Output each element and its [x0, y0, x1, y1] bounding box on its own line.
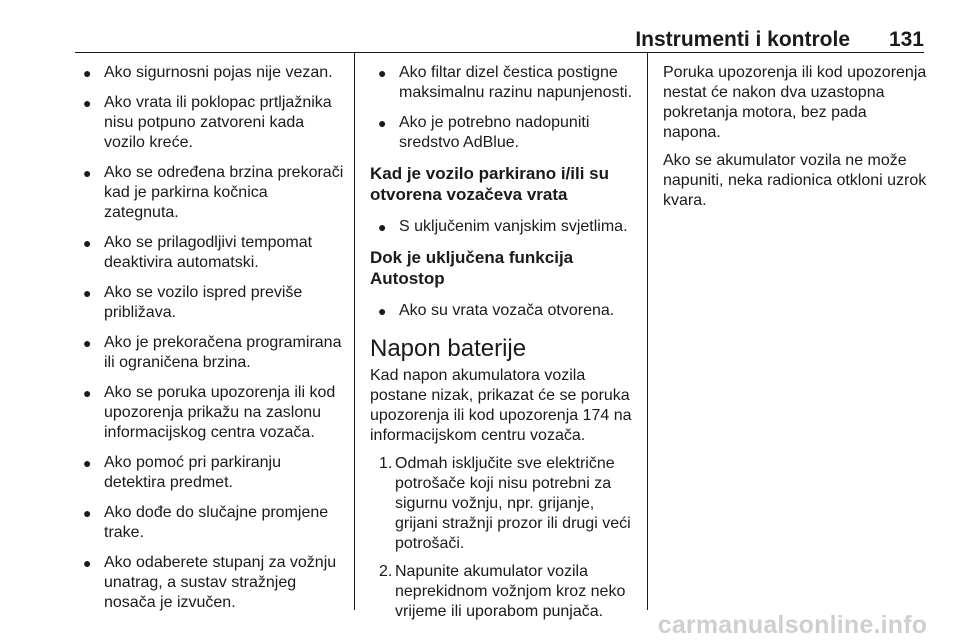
list-item: ● S uključenim vanjskim svjetlima. — [378, 218, 628, 235]
continued-conditions-list — [370, 63, 634, 153]
list-item: 1. Odmah isključite sve električne potrošače koji nisu potrebni za sigurnu vožnju, npr. grijanje, grijani stražnji prozor ili drugi veći potrošači. — [379, 455, 631, 552]
list-item: ● Ako se određena brzina prekorači kad je parkirna kočnica zategnuta. — [83, 164, 344, 221]
parked-conditions-list — [370, 217, 634, 237]
list-item: ● Ako se poruka upozorenja ili kod upozorenja prikažu na zaslonu informacijskog centra vozača. — [83, 384, 336, 441]
column-divider-1 — [354, 53, 355, 610]
bullet-icon: ● — [378, 219, 387, 235]
step-number: 2. — [379, 563, 393, 580]
list-item: ● Ako vrata ili poklopac prtljažnika nisu potpuno zatvoreni kada vozilo kreće. — [83, 94, 332, 151]
page-header-title: Instrumenti i kontrole — [635, 28, 850, 51]
bullet-icon: ● — [83, 165, 92, 181]
list-item: ● Ako pomoć pri parkiranju detektira predmet. — [83, 454, 281, 491]
list-item: ● Ako je prekoračena programirana ili ograničena brzina. — [83, 334, 342, 371]
bullet-icon: ● — [83, 555, 92, 571]
heading-autostop: Dok je uključena funkcija Autostop — [370, 248, 574, 288]
step-number: 1. — [379, 455, 393, 472]
section-intro: Kad napon akumulatora vozila postane nizak, prikazat će se poruka upozorenja ili kod upozorenja 174 na informacijskom centru vozača. — [370, 367, 632, 444]
page-number: 131 — [888, 28, 924, 51]
header-divider — [75, 52, 924, 53]
bullet-icon: ● — [378, 303, 387, 319]
list-item: ● Ako se prilagodljivi tempomat deaktivira automatski. — [83, 234, 313, 271]
bullet-icon: ● — [83, 285, 92, 301]
column-3 — [663, 63, 928, 219]
column-2 — [370, 63, 634, 630]
list-item: ● Ako sigurnosni pojas nije vezan. — [83, 64, 333, 81]
heading-parked: Kad je vozilo parkirano i/ili su otvorena vozačeva vrata — [370, 164, 610, 204]
list-item: 2. Napunite akumulator vozila neprekidnom vožnjom kroz neko vrijeme ili uporabom punjača. — [379, 563, 626, 620]
bullet-icon: ● — [83, 505, 92, 521]
bullet-icon: ● — [83, 65, 92, 81]
warning-conditions-list — [83, 63, 345, 613]
list-item: ● Ako dođe do slučajne promjene trake. — [83, 504, 329, 541]
paragraph: Poruka upozorenja ili kod upozorenja nestat će nakon dva uzastopna pokretanja motora, bez pada napona. — [663, 64, 927, 141]
watermark: carmanualsonline.info — [657, 611, 928, 639]
column-divider-2 — [647, 53, 648, 610]
bullet-icon: ● — [83, 455, 92, 471]
list-item: ● Ako filtar dizel čestica postigne maksimalnu razinu napunjenosti. — [378, 64, 633, 101]
bullet-icon: ● — [83, 235, 92, 251]
list-item: ● Ako je potrebno nadopuniti sredstvo AdBlue. — [378, 114, 590, 151]
autostop-conditions-list — [370, 301, 634, 321]
bullet-icon: ● — [378, 65, 387, 81]
list-item: ● Ako se vozilo ispred previše približava. — [83, 284, 303, 321]
bullet-icon: ● — [83, 95, 92, 111]
paragraph: Ako se akumulator vozila ne može napuniti, neka radionica otkloni uzrok kvara. — [663, 152, 927, 209]
steps-list — [370, 454, 634, 622]
bullet-icon: ● — [83, 335, 92, 351]
bullet-icon: ● — [83, 385, 92, 401]
list-item: ● Ako su vrata vozača otvorena. — [378, 302, 615, 319]
column-1 — [83, 63, 345, 623]
section-title: Napon baterije — [370, 335, 527, 362]
bullet-icon: ● — [378, 115, 387, 131]
list-item: ● Ako odaberete stupanj za vožnju unatrag, a sustav stražnjeg nosača je izvučen. — [83, 554, 337, 611]
